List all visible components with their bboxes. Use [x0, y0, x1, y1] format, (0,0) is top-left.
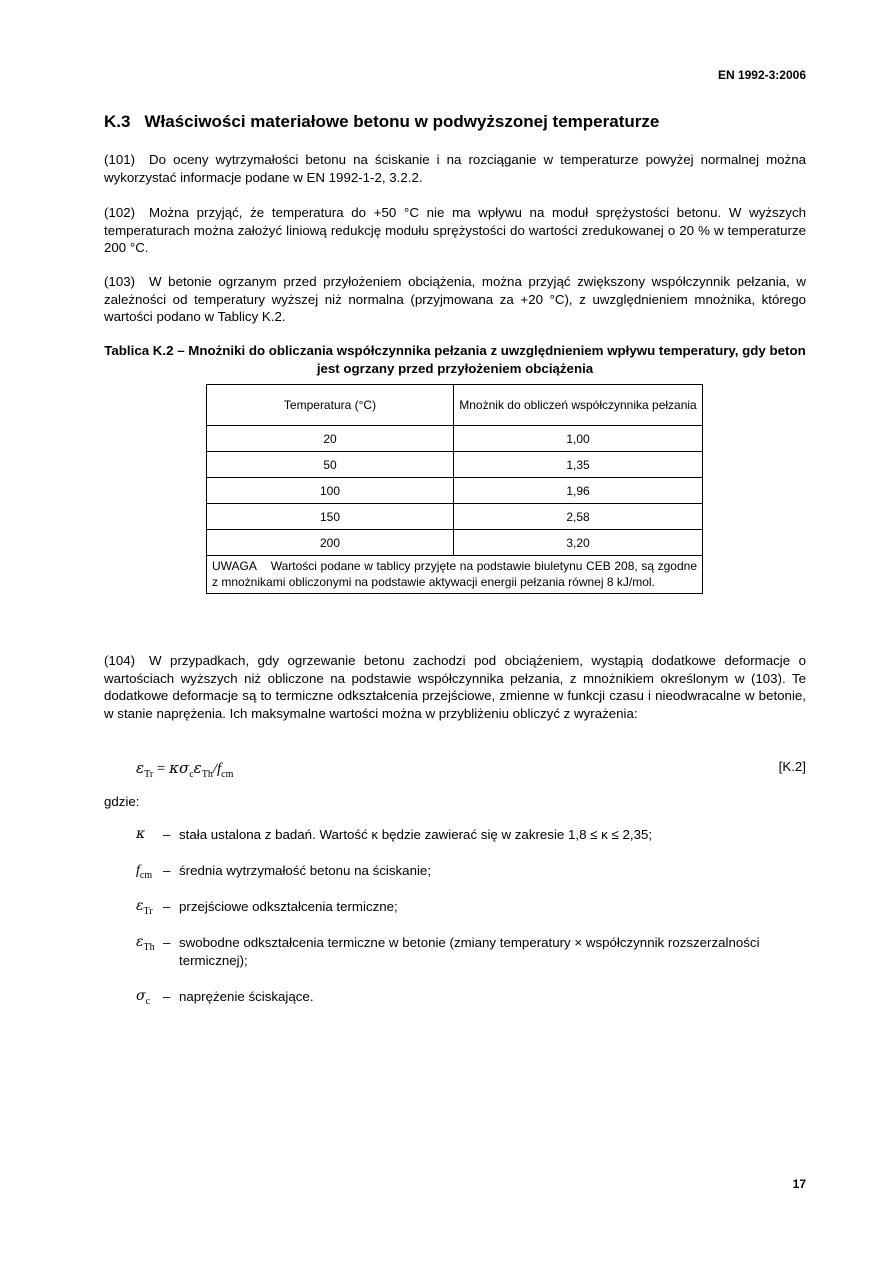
definition-sigma-c: $\sigma_c$ – naprężenie ściskające. [136, 988, 806, 1010]
header-temperature: Temperatura (°C) [207, 385, 454, 426]
cell-temperature: 100 [207, 478, 454, 504]
table-note-row [207, 556, 703, 594]
table-row [207, 426, 703, 452]
cell-temperature: 200 [207, 530, 454, 556]
paragraph-104 [104, 652, 806, 722]
table-caption: Tablica K.2 – Mnożniki do obliczania współczynnika pełzania z uwzględnieniem wpływu temperatury, gdy beton jest ogrzany przed przyłożeniem obciążenia [104, 343, 806, 376]
document-id: EN 1992-3:2006 [717, 68, 806, 82]
definition-epsilon-th: $\varepsilon_{Th}$ – swobodne odkształcenia termiczne w betonie (zmiany temperatury × współczynnik rozszerzalności termicznej); [136, 934, 806, 969]
page-number: 17 [792, 1177, 806, 1191]
paragraph-number: (103) [104, 274, 136, 289]
definition-fcm: $f_{cm}$ – średnia wytrzymałość betonu na ściskanie; [136, 862, 806, 884]
table-note: UWAGA Wartości podane w tablicy przyjęte na podstawie biuletynu CEB 208, są zgodne z mnożnikami obliczonymi na podstawie aktywacji energii pełzania równej 8 kJ/mol. [207, 556, 703, 594]
definition-text: średnia wytrzymałość betonu na ściskanie; [179, 863, 432, 878]
paragraph-text: W betonie ogrzanym przed przyłożeniem obciążenia, można przyjąć zwiększony współczynnik pełzania, w zależności od temperatury wyższej niż normalna (przyjmowana za +20 °C), z uwzględnieniem mnożnika, którego wartości podano w Tablicy K.2. [104, 274, 806, 324]
paragraph-number: (104) [104, 653, 136, 668]
paragraph-text: Można przyjąć, że temperatura do +50 °C nie ma wpływu na moduł sprężystości betonu. W wyższych temperaturach można założyć liniową redukcję modułu sprężystości do wartości zredukowanej o 20 % w temperaturze 200 °C. [104, 205, 806, 255]
paragraph-number: (102) [104, 205, 136, 220]
symbol-epsilon-tr: $\varepsilon_{Tr}$ [136, 898, 153, 917]
definition-kappa: κ – stała ustalona z badań. Wartość κ będzie zawierać się w zakresie 1,8 ≤ κ ≤ 2,35; [136, 826, 806, 844]
definition-text: przejściowe odkształcenia termiczne; [179, 899, 398, 914]
cell-temperature: 50 [207, 452, 454, 478]
paragraph-text: Do oceny wytrzymałości betonu na ściskanie i na rozciąganie w temperaturze powyżej normalnej można wykorzystać informacje podane w EN 1992-1-2, 3.2.2. [104, 152, 806, 185]
equation-k2: $\varepsilon_{Tr} = \kappa\sigma_c\varepsilon_{Th}/f_{cm}$ [136, 759, 234, 780]
paragraph-number: (101) [104, 152, 136, 167]
table-row [207, 504, 703, 530]
section-number: K.3 [104, 112, 131, 131]
header-multiplier: Mnożnik do obliczeń współczynnika pełzania [454, 385, 703, 426]
cell-multiplier: 1,00 [454, 426, 703, 452]
definition-text: naprężenie ściskające. [179, 989, 314, 1004]
cell-temperature: 150 [207, 504, 454, 530]
definition-text: stała ustalona z badań. Wartość κ będzie zawierać się w zakresie 1,8 ≤ κ ≤ 2,35; [179, 827, 653, 842]
table-header-row [207, 385, 703, 426]
symbol-fcm: $f_{cm}$ [136, 863, 153, 881]
where-label: gdzie: [104, 794, 140, 809]
cell-multiplier: 1,35 [454, 452, 703, 478]
table-row [207, 452, 703, 478]
cell-multiplier: 1,96 [454, 478, 703, 504]
symbol-kappa: κ [136, 826, 146, 842]
section-title: Właściwości materiałowe betonu w podwyższonej temperaturze [144, 112, 660, 131]
definition-epsilon-tr: $\varepsilon_{Tr}$ – przejściowe odkształcenia termiczne; [136, 898, 806, 920]
cell-temperature: 20 [207, 426, 454, 452]
symbol-epsilon-th: $\varepsilon_{Th}$ [136, 934, 155, 953]
cell-multiplier: 3,20 [454, 530, 703, 556]
multiplier-table [206, 384, 703, 594]
cell-multiplier: 2,58 [454, 504, 703, 530]
symbol-sigma-c: $\sigma_c$ [136, 988, 151, 1007]
table-row [207, 530, 703, 556]
equation-number: [K.2] [778, 759, 806, 774]
section-heading [104, 112, 659, 132]
paragraph-101 [104, 151, 806, 186]
paragraph-103 [104, 273, 806, 326]
paragraph-text: W przypadkach, gdy ogrzewanie betonu zachodzi pod obciążeniem, wystąpią dodatkowe deformacje o wartościach wyższych niż obliczone na podstawie współczynnika pełzania, z mnożnikiem określonym w (103). Te dodatkowe deformacje są to termiczne odkształcenia przejściowe, zmienne w funkcji czasu i nieodwracalne w betonie, w stanie naprężenia. Ich maksymalne wartości można w przybliżeniu obliczyć z wyrażenia: [104, 653, 806, 721]
table-row [207, 478, 703, 504]
paragraph-102 [104, 204, 806, 257]
definition-text: swobodne odkształcenia termiczne w betonie (zmiany temperatury × współczynnik rozszerzalności termicznej); [179, 935, 760, 968]
